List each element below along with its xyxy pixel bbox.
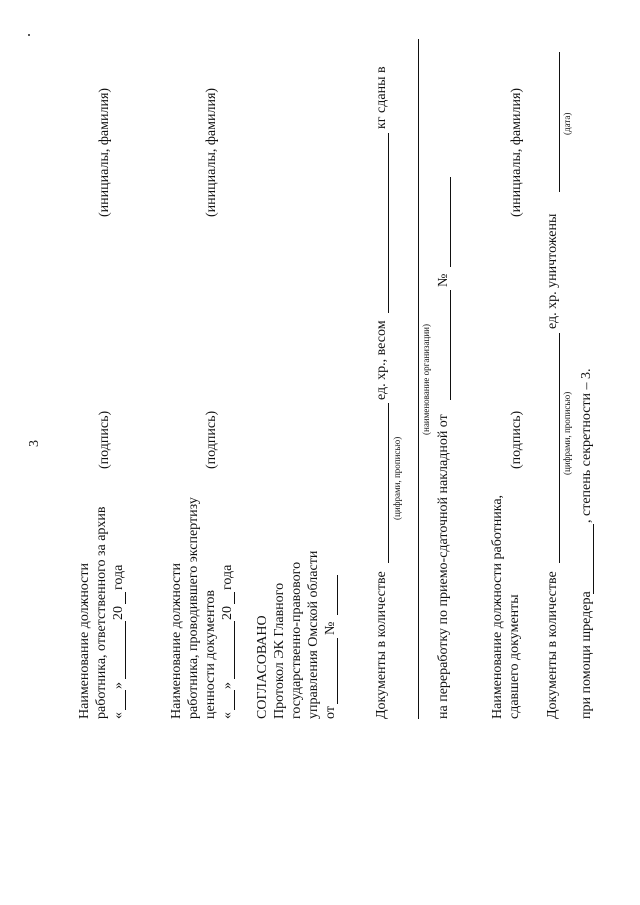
transfer-kg-handed: кг сданы в	[374, 66, 389, 129]
archive-title-line1: Наименование должности	[77, 563, 92, 719]
expert-year-prefix: 20	[220, 606, 235, 620]
approval-number-sign: №	[323, 621, 338, 635]
transfer-org-caption: (наименование организации)	[421, 324, 431, 435]
destroyed-units: ед. хр. уничтожены	[545, 213, 560, 329]
expert-signature-caption: (подпись)	[204, 410, 219, 469]
transfer-invoice-number-line	[450, 177, 451, 267]
destroyed-date-line	[559, 52, 560, 192]
destroyed-quantity-line	[559, 333, 560, 563]
expert-title-line3: ценности документов	[203, 589, 218, 719]
approval-from: от	[323, 706, 338, 719]
expert-date-mid: »	[220, 682, 235, 689]
destroyed-shredder-prefix: при помощи шредера	[579, 591, 594, 719]
handover-title-line1: Наименование должности работника,	[490, 494, 505, 719]
expert-title-line1: Наименование должности	[169, 563, 184, 719]
destroyed-shredder-line	[593, 524, 594, 594]
transfer-invoice-line: на переработку по приемо-сдаточной накладной от	[436, 414, 451, 719]
archive-name-caption: (инициалы, фамилия)	[97, 87, 112, 217]
destroyed-digits-caption: (цифрами, прописью)	[562, 391, 572, 475]
destroyed-prefix: Документы в количестве	[545, 571, 560, 719]
transfer-invoice-date-line	[450, 290, 451, 400]
archive-date-mid: »	[111, 682, 126, 689]
approval-line1: Протокол ЭК Главного	[272, 582, 287, 719]
expert-day-line	[234, 690, 235, 710]
transfer-weight-line	[388, 133, 389, 313]
transfer-invoice-number-sign: №	[436, 273, 451, 287]
handover-signature-caption: (подпись)	[509, 410, 524, 469]
archive-year-prefix: 20	[111, 606, 126, 620]
expert-name-caption: (инициалы, фамилия)	[204, 87, 219, 217]
transfer-prefix: Документы в количестве	[374, 571, 389, 719]
handover-title-line2: сдавшего документы	[507, 594, 522, 719]
expert-date-open: «	[220, 712, 235, 719]
expert-title-line2: работника, проводившего экспертизу	[186, 497, 201, 719]
approval-line2: государственно-правового	[289, 561, 304, 719]
expert-year-line	[234, 592, 235, 604]
page-number: 3	[27, 440, 42, 447]
archive-title-line2: работника, ответственного за архив	[94, 506, 109, 719]
destroyed-date-caption: (дата)	[562, 112, 572, 135]
scan-speck	[28, 34, 30, 36]
transfer-organization-line	[418, 39, 419, 719]
expert-year-suffix: года	[220, 564, 235, 590]
transfer-digits-caption: (цифрами, прописью)	[392, 436, 402, 520]
approval-heading: СОГЛАСОВАНО	[255, 615, 270, 719]
handover-name-caption: (инициалы, фамилия)	[509, 87, 524, 217]
archive-year-line	[125, 592, 126, 604]
approval-number-line	[337, 575, 338, 615]
approval-date-line	[337, 638, 338, 704]
approval-line3: управления Омской области	[306, 550, 321, 719]
archive-date-open: «	[111, 712, 126, 719]
transfer-units-weight: ед. хр., весом	[374, 320, 389, 400]
archive-month-line	[125, 621, 126, 679]
archive-signature-caption: (подпись)	[97, 410, 112, 469]
destroyed-secrecy: , степень секретности – 3.	[579, 368, 594, 523]
archive-year-suffix: года	[111, 564, 126, 590]
transfer-quantity-line	[388, 403, 389, 563]
archive-day-line	[125, 690, 126, 710]
expert-month-line	[234, 621, 235, 679]
